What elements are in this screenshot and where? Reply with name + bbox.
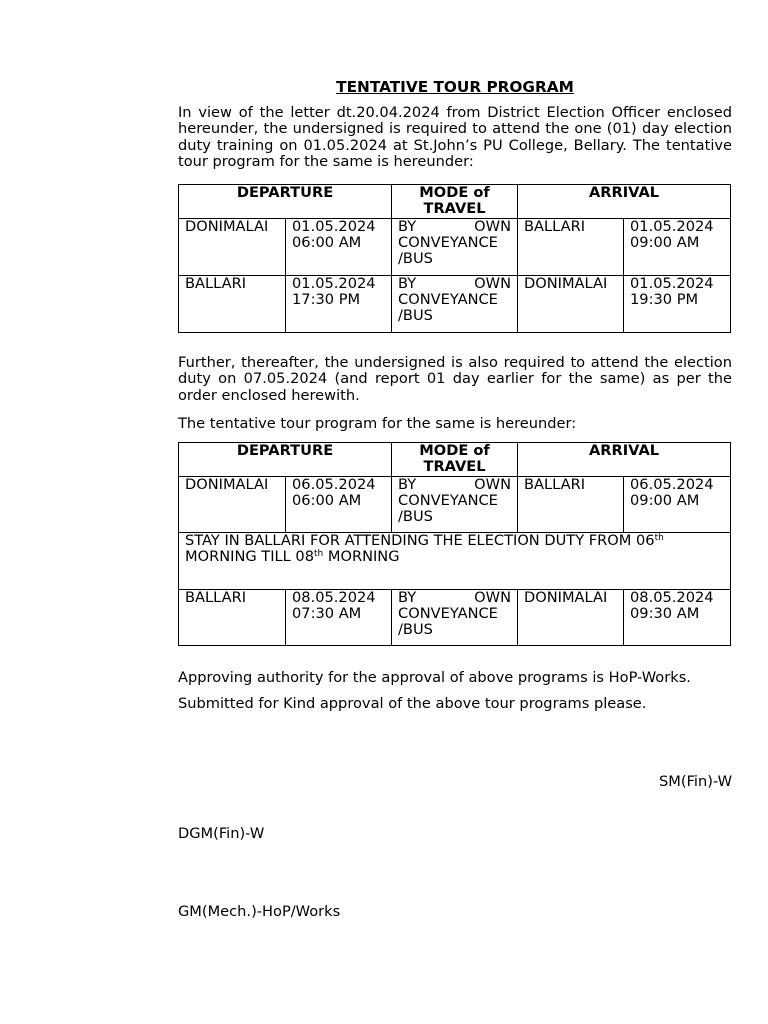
further-text: Further, thereafter, the undersigned is also required to attend the election duty on 07.05.2024 (and report 01 day earlier for the same) as per the order enclosed herewith. [178,354,732,404]
header-arrival: ARRIVAL [518,185,731,219]
header-departure: DEPARTURE [179,185,392,219]
arrival-datetime-cell [624,476,731,532]
table-row [179,218,731,275]
approving-line: Approving authority for the approval of above programs is HoP-Works. [178,669,691,686]
mode-conveyance: CONVEYANCE [398,604,498,622]
mode-own: OWN [474,475,512,493]
to-cell: BALLARI [518,476,624,532]
mode-conveyance: CONVEYANCE [398,290,498,308]
departure-datetime-cell [286,589,392,645]
departure-datetime-cell [286,476,392,532]
arr-date: 01.05.2024 [630,274,714,292]
to-cell: DONIMALAI [518,589,624,645]
stay-row [179,532,731,589]
dep-time: 06:00 AM [292,233,362,251]
arr-time: 09:30 AM [630,604,700,622]
signature-dgm: DGM(Fin)-W [178,825,265,842]
mode-cell [392,476,518,532]
mode-conveyance: CONVEYANCE [398,233,498,251]
stay-text-2: MORNING TILL 08 [185,547,314,565]
from-cell: DONIMALAI [179,218,286,275]
dep-date: 08.05.2024 [292,588,376,606]
mode-own: OWN [474,217,512,235]
further-paragraph [178,355,732,404]
mode-own: OWN [474,274,512,292]
header-mode [392,185,518,219]
tour-table-1 [178,184,731,333]
signature-gm: GM(Mech.)-HoP/Works [178,903,341,920]
arrival-datetime-cell [624,589,731,645]
header-mode [392,443,518,477]
stay-line-2 [185,549,724,565]
dep-time: 06:00 AM [292,491,362,509]
arr-time: 09:00 AM [630,233,700,251]
dep-time: 07:30 AM [292,604,362,622]
stay-text-3: MORNING [323,547,400,565]
mode-bus: /BUS [398,621,433,639]
header-mode-line2: TRAVEL [423,458,486,476]
arrival-datetime-cell [624,218,731,275]
mode-bus: /BUS [398,250,433,268]
header-mode-line2: TRAVEL [423,200,486,218]
dep-date: 06.05.2024 [292,475,376,493]
tour-table-2 [178,442,731,646]
from-cell: BALLARI [179,589,286,645]
mode-bus: /BUS [398,508,433,526]
to-cell: BALLARI [518,218,624,275]
mode-own: OWN [474,588,512,606]
table-row [179,589,731,645]
from-cell: DONIMALAI [179,476,286,532]
departure-datetime-cell [286,218,392,275]
submitted-line: Submitted for Kind approval of the above tour programs please. [178,695,647,712]
header-departure: DEPARTURE [179,443,392,477]
mode-by: BY [398,475,417,493]
mode-conveyance: CONVEYANCE [398,491,498,509]
header-mode-line1: MODE of [419,184,490,201]
mode-by: BY [398,274,417,292]
mode-bus: /BUS [398,307,433,325]
arr-date: 06.05.2024 [630,475,714,493]
table-header-row [179,443,731,477]
arrival-datetime-cell [624,275,731,332]
tentative-line: The tentative tour program for the same is hereunder: [178,415,577,432]
table-header-row [179,185,731,219]
stay-sup-2: th [314,548,324,559]
stay-cell [179,532,731,589]
stay-sup-1: th [654,532,664,543]
arr-date: 01.05.2024 [630,217,714,235]
dep-time: 17:30 PM [292,290,361,308]
stay-line-1 [185,533,724,549]
table-row [179,275,731,332]
to-cell: DONIMALAI [518,275,624,332]
signature-sm: SM(Fin)-W [659,773,732,790]
dep-date: 01.05.2024 [292,274,376,292]
arr-time: 19:30 PM [630,290,699,308]
dep-date: 01.05.2024 [292,217,376,235]
table-row [179,476,731,532]
arr-date: 08.05.2024 [630,588,714,606]
mode-by: BY [398,588,417,606]
stay-text-1: STAY IN BALLARI FOR ATTENDING THE ELECTION DUTY FROM 06 [185,531,655,549]
arr-time: 09:00 AM [630,491,700,509]
mode-by: BY [398,217,417,235]
intro-text: In view of the letter dt.20.04.2024 from District Election Officer enclosed hereunder, the undersigned is required to attend the one (01) day election duty training on 01.05.2024 at St.John’s PU College, Bellary. The tentative tour program for the same is hereunder: [178,104,732,170]
intro-paragraph [178,105,732,170]
page-title: TENTATIVE TOUR PROGRAM [336,78,574,96]
header-arrival: ARRIVAL [518,443,731,477]
mode-cell [392,589,518,645]
header-mode-line1: MODE of [419,442,490,459]
departure-datetime-cell [286,275,392,332]
mode-cell [392,275,518,332]
from-cell: BALLARI [179,275,286,332]
mode-cell [392,218,518,275]
stay-words [185,533,664,549]
